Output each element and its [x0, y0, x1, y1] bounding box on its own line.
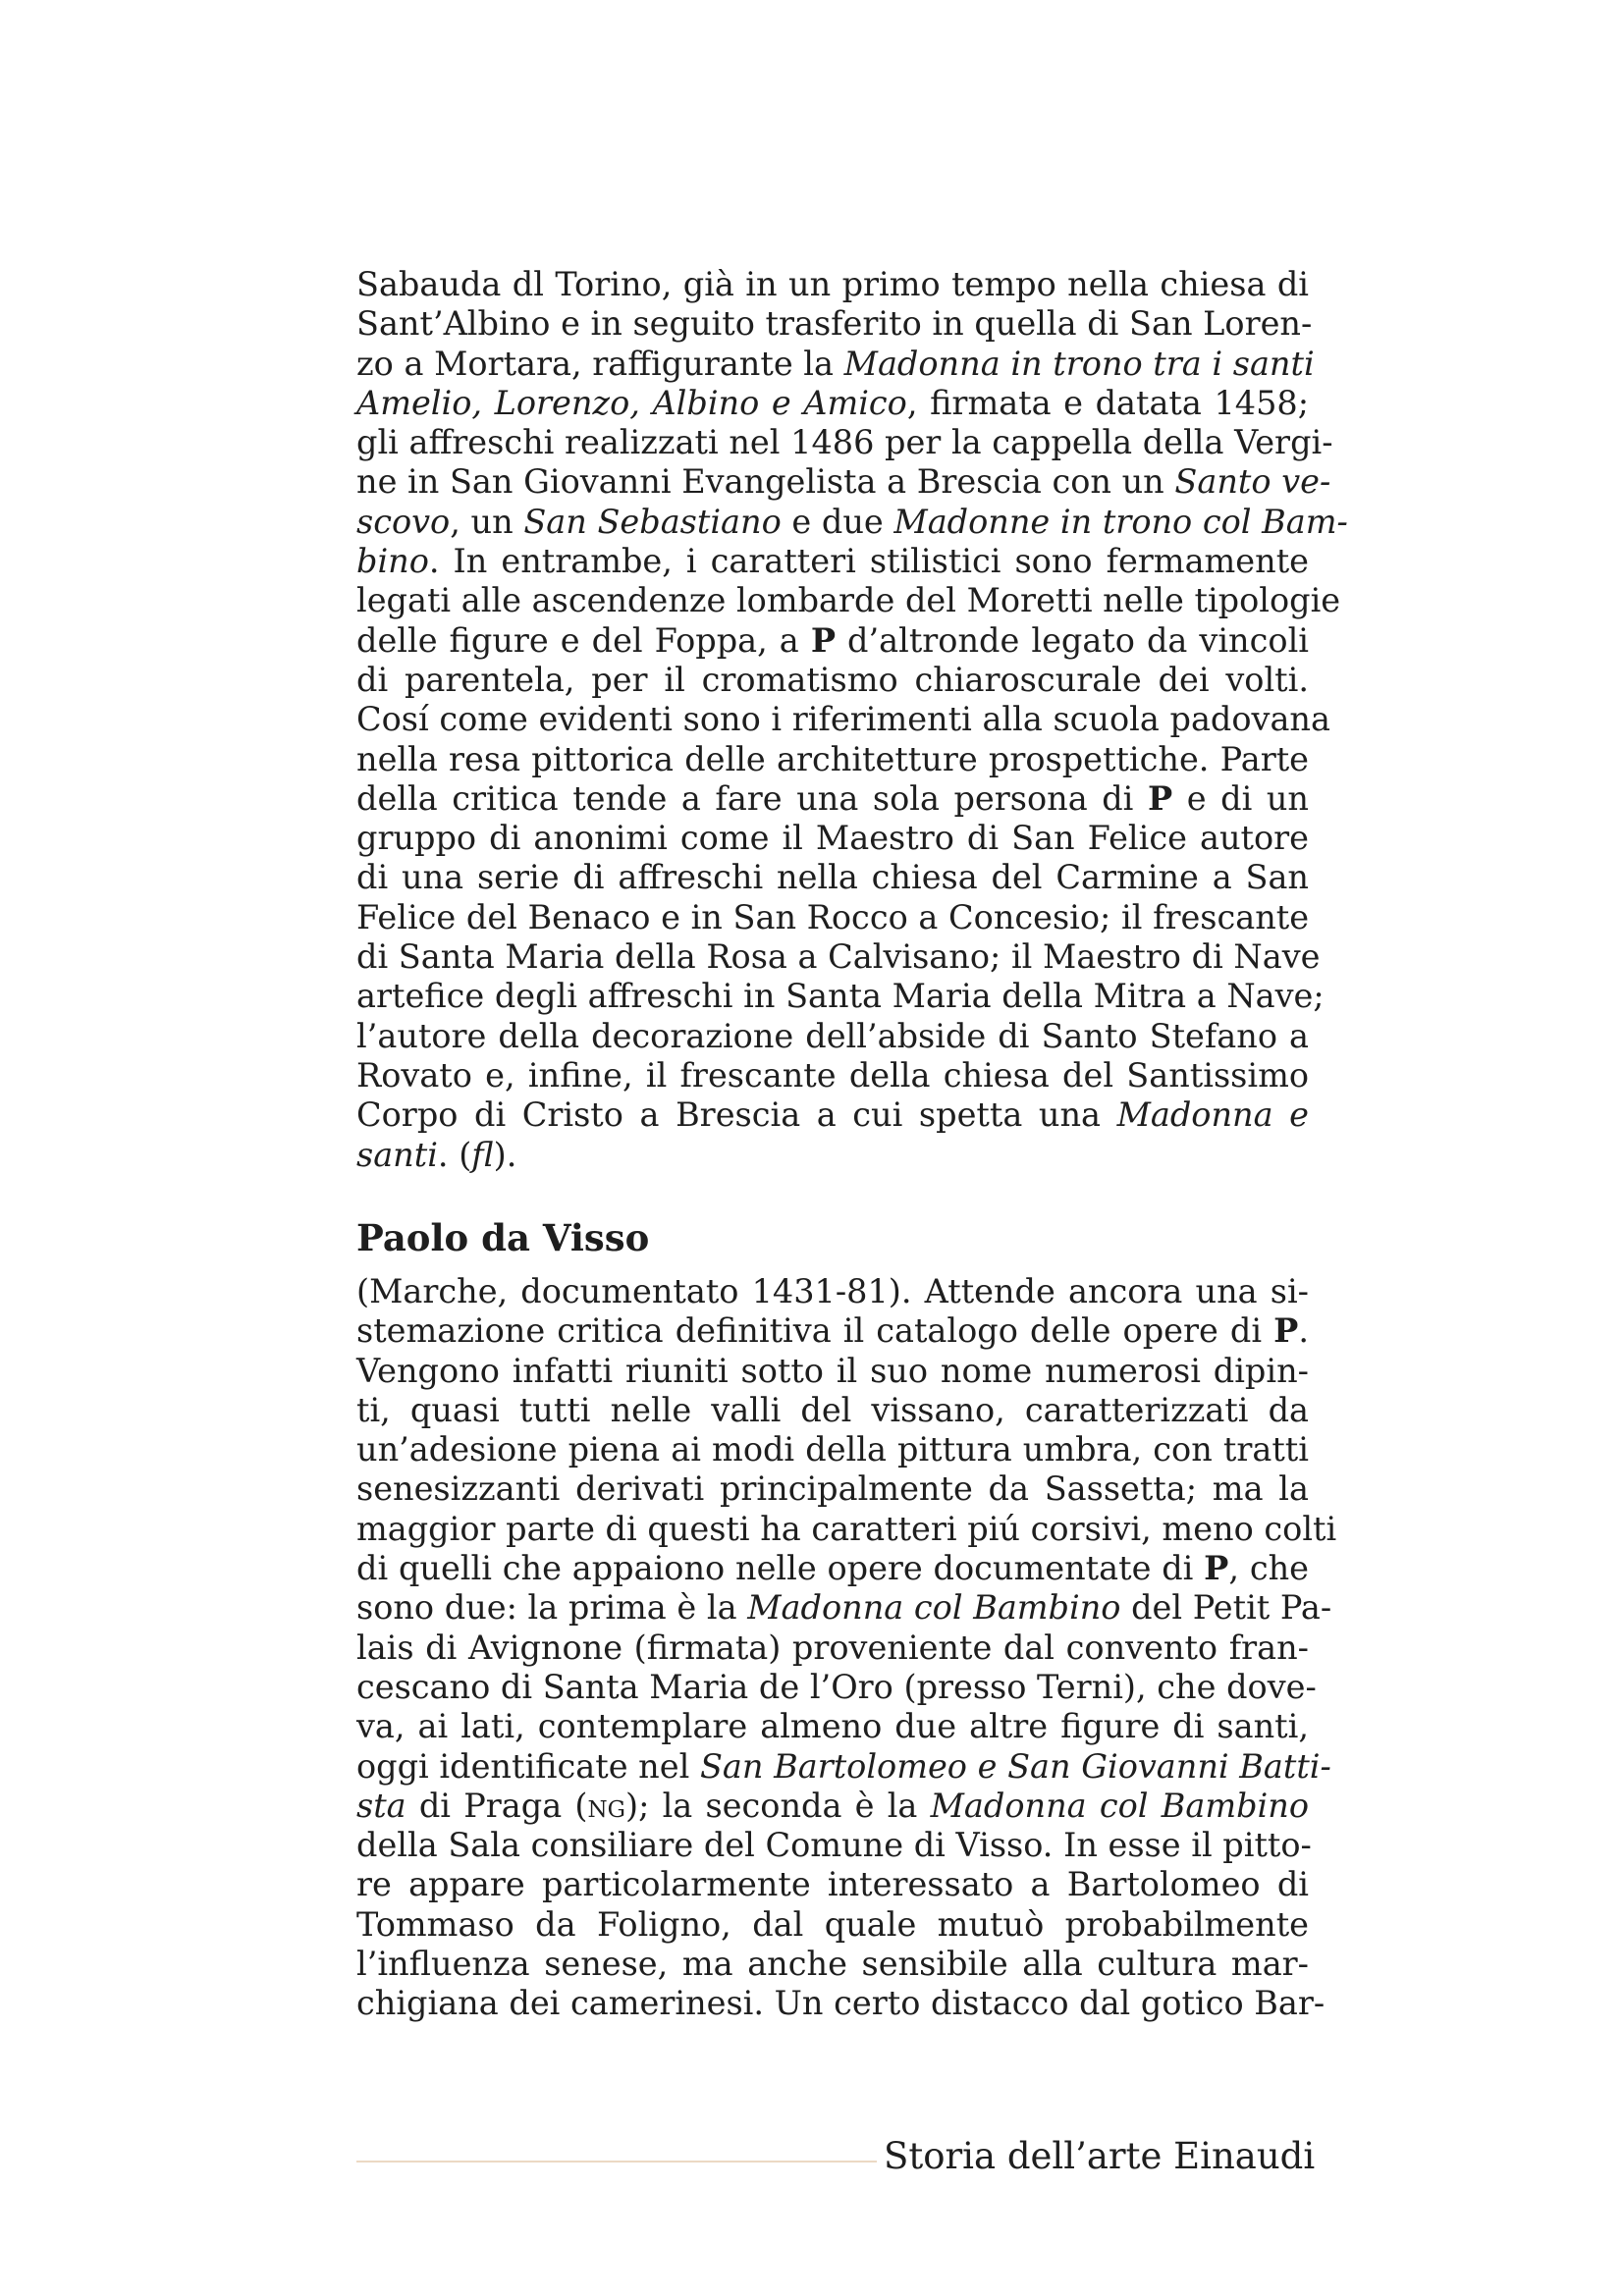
text-run: Corpo di Cristo a Brescia a cui spetta una [356, 1095, 1117, 1135]
text-run: P [1147, 778, 1173, 818]
text-run: ti, quasi tutti nelle valli del vissano, caratterizzati da [356, 1390, 1309, 1429]
text-run: un’adesione piena ai modi della pittura umbra, con tratti [356, 1430, 1309, 1469]
text-run: Madonne in trono col Bam- [893, 502, 1348, 541]
text-run: . [1298, 1311, 1309, 1351]
text-line [356, 502, 1348, 542]
text-run: Madonna col Bambino [747, 1588, 1121, 1628]
text-run: sta [356, 1786, 406, 1825]
text-line [356, 1629, 1309, 1668]
text-run: Vengono infatti riuniti sotto il suo nome numerosi dipin- [356, 1351, 1309, 1390]
text-run: santi [356, 1135, 438, 1174]
text-run: di parentela, per il cromatismo chiaroscurale dei volti. [356, 660, 1309, 699]
text-run: senesizzanti derivati principalmente da Sassetta; ma la [356, 1469, 1309, 1509]
text-run: P [810, 620, 837, 660]
text-run: di quelli che appaiono nelle opere documentate di [356, 1549, 1205, 1588]
text-run: gruppo di anonimi come il Maestro di San Felice autore [356, 819, 1309, 858]
text-line [356, 1391, 1309, 1430]
text-line [356, 581, 1341, 620]
text-line [356, 384, 1309, 423]
text-line [356, 1549, 1309, 1588]
section1-text [356, 265, 1348, 1175]
text-line [356, 1746, 1331, 1787]
text-run: , un [450, 502, 524, 541]
text-line [356, 462, 1331, 502]
text-run: ); la seconda è la [625, 1786, 931, 1825]
text-run: Rovato e, infine, il frescante della chiesa del Santissimo [356, 1055, 1309, 1095]
text-line [356, 1984, 1325, 2023]
text-line [356, 542, 1309, 581]
text-line [356, 1017, 1309, 1056]
text-run: maggior parte di questi ha caratteri piú corsivi, meno colti [356, 1509, 1337, 1548]
text-run: Madonna in trono tra i santi [843, 344, 1315, 383]
text-line [356, 937, 1321, 977]
text-run: gli affreschi realizzati nel 1486 per la cappella della Vergi- [356, 423, 1333, 462]
text-run: del Petit Pa- [1120, 1588, 1332, 1628]
text-run: artefice degli affreschi in Santa Maria della Mitra a Nave; [356, 977, 1325, 1016]
text-line [356, 819, 1309, 858]
text-run: P [1204, 1549, 1229, 1588]
text-run: fl [471, 1135, 494, 1174]
text-run: va, ai lati, contemplare almeno due altre figure di santi, [356, 1707, 1309, 1746]
text-run: stemazione critica definitiva il catalogo delle opere di [356, 1311, 1274, 1351]
entry-heading: Paolo da Visso [356, 1216, 650, 1259]
text-run: cescano di Santa Maria de l’Oro (presso Terni), che dove- [356, 1667, 1317, 1706]
text-line [356, 1707, 1309, 1746]
text-line [356, 1667, 1317, 1707]
text-run: Sabauda dl Torino, già in un primo tempo nella chiesa di [356, 265, 1309, 303]
text-line [356, 1469, 1309, 1509]
text-run: ne in San Giovanni Evangelista a Brescia con un [356, 462, 1175, 502]
text-run: di Santa Maria della Rosa a Calvisano; il Maestro di Nave [356, 937, 1321, 977]
text-run: Madonna col Bambino [930, 1786, 1309, 1825]
text-line [356, 898, 1309, 937]
text-line [356, 621, 1309, 661]
text-line [356, 1826, 1312, 1865]
text-line [356, 1905, 1309, 1945]
text-line [356, 1272, 1309, 1311]
text-run: nella resa pittorica delle architetture prospettiche. Parte [356, 739, 1309, 778]
text-run: Amelio, Lorenzo, Albino e Amico [356, 383, 907, 422]
text-run: ng [587, 1786, 625, 1825]
text-run: . In entrambe, i caratteri stilistici sono fermamente [428, 542, 1309, 581]
text-run: Tommaso da Foligno, dal quale mutuò probabilmente [356, 1904, 1309, 1944]
text-run: delle figure e del Foppa, a [356, 620, 811, 660]
text-line [356, 1352, 1309, 1391]
text-run: ). [493, 1135, 517, 1174]
text-run: San Bartolomeo e San Giovanni Batti- [699, 1746, 1331, 1786]
text-line [356, 423, 1333, 462]
text-run: Cosí come evidenti sono i riferimenti alla scuola padovana [356, 700, 1330, 739]
text-run: della critica tende a fare una sola persona di [356, 778, 1148, 818]
text-line [356, 1095, 1309, 1135]
text-run: e di un [1172, 778, 1309, 818]
text-line [356, 304, 1313, 344]
text-line [356, 1311, 1309, 1351]
text-run: San Sebastiano [523, 502, 782, 541]
text-run: sono due: la prima è la [356, 1588, 748, 1628]
text-line [356, 1509, 1337, 1549]
text-line [356, 1865, 1309, 1904]
text-run: l’autore della decorazione dell’abside di Santo Stefano a [356, 1016, 1309, 1055]
text-run: (Marche, documentato 1431-81). Attende ancora una si- [356, 1272, 1309, 1310]
text-run: e due [781, 502, 894, 541]
footer-rule [356, 2161, 877, 2163]
text-run: scovo [356, 502, 451, 541]
text-run: Santo ve- [1174, 462, 1331, 502]
text-line [356, 858, 1309, 897]
text-line [356, 661, 1309, 700]
text-run: re appare particolarmente interessato a Bartolomeo di [356, 1865, 1309, 1904]
text-run: Sant’Albino e in seguito trasferito in quella di San Loren- [356, 304, 1313, 344]
text-run: della Sala consiliare del Comune di Visso. In esse il pitto- [356, 1826, 1312, 1865]
text-line [356, 1136, 1309, 1175]
text-run: lais di Avignone (firmata) proveniente dal convento fran- [356, 1628, 1309, 1667]
text-run: Felice del Benaco e in San Rocco a Concesio; il frescante [356, 897, 1310, 936]
text-run: , firmata e datata 1458; [906, 383, 1309, 422]
text-run: legati alle ascendenze lombarde del Moretti nelle tipologie [356, 581, 1341, 620]
text-line [356, 1430, 1309, 1469]
section2-text [356, 1272, 1337, 2024]
text-run: zo a Mortara, raffigurante la [356, 344, 844, 383]
text-line [356, 700, 1330, 739]
text-run: bino [356, 542, 429, 581]
text-run: , che [1228, 1549, 1309, 1588]
text-run: di una serie di affreschi nella chiesa del Carmine a San [356, 858, 1309, 897]
text-line [356, 265, 1309, 304]
text-line [356, 1588, 1332, 1628]
text-run: d’altronde legato da vincoli [836, 620, 1309, 660]
text-run: P [1273, 1311, 1299, 1351]
text-run: di Praga ( [406, 1786, 588, 1825]
text-run: chigiana dei camerinesi. Un certo distacco dal gotico Bar- [356, 1984, 1325, 2023]
text-line [356, 779, 1309, 819]
text-run: . ( [437, 1135, 472, 1174]
footer-title: Storia dell’arte Einaudi [884, 2135, 1316, 2177]
text-line [356, 977, 1325, 1016]
text-line [356, 1787, 1309, 1826]
text-run: l’influenza senese, ma anche sensibile alla cultura mar- [356, 1945, 1309, 1984]
text-line [356, 1945, 1309, 1984]
text-line [356, 344, 1315, 384]
text-line [356, 740, 1309, 779]
text-run: Madonna e [1116, 1095, 1309, 1135]
text-run: oggi identificate nel [356, 1746, 700, 1786]
text-line [356, 1056, 1309, 1095]
